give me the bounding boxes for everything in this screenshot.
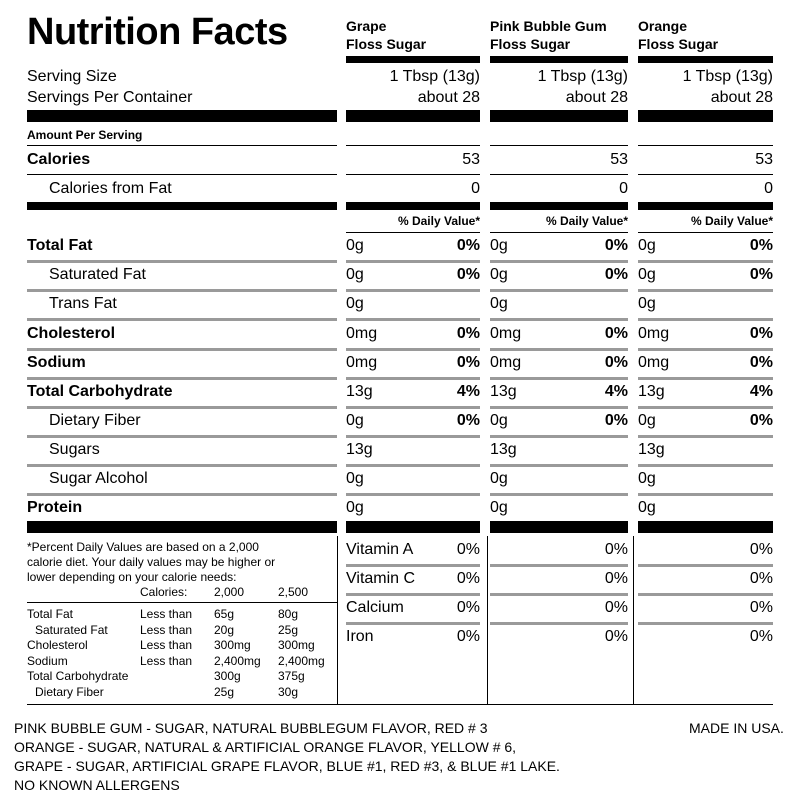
daily-value-header: % Daily Value* bbox=[545, 214, 628, 228]
nutrient-daily-value: 4% bbox=[604, 383, 628, 400]
row-divider bbox=[490, 435, 628, 438]
thick-divider bbox=[490, 56, 628, 63]
row-divider bbox=[346, 622, 480, 625]
row-divider bbox=[27, 318, 337, 321]
divider bbox=[27, 602, 337, 603]
nutrient-amount: 0g bbox=[346, 499, 364, 516]
product-name: Orange bbox=[638, 18, 688, 34]
nutrient-daily-value: 0% bbox=[749, 237, 773, 254]
calories-from-fat-label: Calories from Fat bbox=[49, 180, 172, 197]
servings-value: about 28 bbox=[417, 89, 480, 106]
footnote-row-name: Saturated Fat bbox=[35, 622, 108, 637]
thick-divider bbox=[490, 110, 628, 122]
nutrient-amount: 0g bbox=[346, 412, 364, 429]
thick-divider bbox=[27, 110, 337, 122]
vitamin-value: 0% bbox=[604, 541, 628, 558]
footnote-row-2000: 65g bbox=[214, 607, 235, 621]
row-divider bbox=[346, 348, 480, 351]
footnote-row-name: Cholesterol bbox=[27, 638, 88, 652]
product-name: Floss Sugar bbox=[346, 36, 427, 52]
row-divider bbox=[27, 435, 337, 438]
product-name: Floss Sugar bbox=[638, 36, 719, 52]
nutrient-daily-value: 0% bbox=[749, 266, 773, 283]
bottom-border bbox=[27, 704, 773, 705]
footnote-row-2500: 300mg bbox=[278, 638, 315, 652]
serving-size-label: Serving Size bbox=[27, 68, 117, 85]
vitamin-value: 0% bbox=[749, 570, 773, 587]
row-divider bbox=[638, 622, 773, 625]
row-divider bbox=[638, 406, 773, 409]
thick-divider bbox=[346, 202, 480, 210]
row-divider bbox=[27, 377, 337, 380]
nutrient-daily-value: 0% bbox=[604, 266, 628, 283]
divider bbox=[490, 174, 628, 175]
nutrient-label-fiber: Dietary Fiber bbox=[49, 412, 141, 429]
nutrient-label-protein: Protein bbox=[27, 499, 83, 516]
nutrient-label-sugar-alcohol: Sugar Alcohol bbox=[49, 470, 148, 487]
thick-divider bbox=[638, 110, 773, 122]
divider bbox=[638, 174, 773, 175]
serving-size-value: 1 Tbsp (13g) bbox=[537, 68, 628, 85]
thick-divider bbox=[490, 202, 628, 210]
vitamin-value: 0% bbox=[456, 541, 480, 558]
product-name: Pink Bubble Gum bbox=[490, 18, 607, 34]
ingredients-line: GRAPE - SUGAR, ARTIFICIAL GRAPE FLAVOR, BLUE #1, RED #3, & BLUE #1 LAKE. bbox=[14, 758, 560, 774]
nutrient-amount: 0mg bbox=[490, 354, 522, 371]
divider bbox=[638, 145, 773, 146]
nutrient-amount: 0g bbox=[346, 237, 364, 254]
footnote-row-2000: 300mg bbox=[214, 638, 251, 652]
footnote-row-2000: 300g bbox=[214, 669, 241, 683]
nutrient-label-total-fat: Total Fat bbox=[27, 237, 93, 254]
nutrient-daily-value: 0% bbox=[456, 325, 480, 342]
vitamin-value: 0% bbox=[749, 599, 773, 616]
vitamin-label-vit-c: Vitamin C bbox=[346, 570, 416, 587]
row-divider bbox=[346, 260, 480, 263]
amount-per-serving-label: Amount Per Serving bbox=[27, 128, 143, 142]
column-separator bbox=[337, 536, 338, 704]
page-title: Nutrition Facts bbox=[27, 11, 288, 53]
nutrient-amount: 0g bbox=[490, 295, 508, 312]
nutrient-amount: 13g bbox=[490, 383, 517, 400]
nutrient-amount: 0g bbox=[638, 295, 656, 312]
row-divider bbox=[346, 593, 480, 596]
nutrient-amount: 0g bbox=[490, 499, 508, 516]
thick-divider bbox=[638, 521, 773, 533]
vitamin-value: 0% bbox=[456, 628, 480, 645]
footnote-row-name: Total Fat bbox=[27, 607, 74, 621]
footnote-line: lower depending on your calorie needs: bbox=[27, 570, 237, 584]
row-divider bbox=[346, 435, 480, 438]
nutrient-daily-value: 0% bbox=[749, 325, 773, 342]
row-divider bbox=[490, 348, 628, 351]
nutrient-amount: 0g bbox=[346, 295, 364, 312]
calories-value: 53 bbox=[755, 151, 773, 168]
column-separator bbox=[487, 536, 488, 704]
nutrient-daily-value: 0% bbox=[604, 325, 628, 342]
row-divider bbox=[346, 289, 480, 292]
thick-divider bbox=[27, 521, 337, 533]
footnote-line: calorie diet. Your daily values may be higher or bbox=[27, 555, 276, 569]
footnote-row-name: Sodium bbox=[27, 653, 68, 668]
nutrient-daily-value: 0% bbox=[456, 354, 480, 371]
row-divider bbox=[638, 289, 773, 292]
serving-size-value: 1 Tbsp (13g) bbox=[389, 68, 480, 85]
row-divider bbox=[346, 318, 480, 321]
nutrient-label-carb: Total Carbohydrate bbox=[27, 383, 173, 400]
nutrient-daily-value: 0% bbox=[604, 412, 628, 429]
calories-value: 53 bbox=[462, 151, 480, 168]
divider bbox=[346, 174, 480, 175]
nutrient-amount: 0g bbox=[490, 266, 508, 283]
nutrient-daily-value: 0% bbox=[749, 354, 773, 371]
nutrient-amount: 0g bbox=[346, 470, 364, 487]
footnote-row-2000: 2,400mg bbox=[214, 653, 261, 668]
nutrient-daily-value: 0% bbox=[456, 237, 480, 254]
footnote-calories-label: Calories: bbox=[140, 585, 188, 599]
nutrient-amount: 0g bbox=[638, 237, 656, 254]
ingredients-line: ORANGE - SUGAR, NATURAL & ARTIFICIAL ORANGE FLAVOR, YELLOW # 6, bbox=[14, 739, 517, 755]
row-divider bbox=[27, 348, 337, 351]
row-divider bbox=[27, 464, 337, 467]
column-separator bbox=[633, 536, 634, 704]
vitamin-value: 0% bbox=[749, 628, 773, 645]
nutrient-daily-value: 0% bbox=[456, 266, 480, 283]
vitamin-value: 0% bbox=[456, 599, 480, 616]
row-divider bbox=[346, 406, 480, 409]
vitamin-value: 0% bbox=[749, 541, 773, 558]
vitamin-label-calcium: Calcium bbox=[346, 599, 404, 616]
nutrient-daily-value: 4% bbox=[456, 383, 480, 400]
nutrient-daily-value: 0% bbox=[604, 354, 628, 371]
thick-divider bbox=[346, 56, 480, 63]
nutrient-amount: 0g bbox=[490, 412, 508, 429]
row-divider bbox=[346, 564, 480, 567]
daily-value-header: % Daily Value* bbox=[690, 214, 773, 228]
calories-from-fat-value: 0 bbox=[619, 180, 628, 197]
servings-value: about 28 bbox=[710, 89, 773, 106]
row-divider bbox=[490, 464, 628, 467]
nutrient-amount: 0mg bbox=[638, 354, 670, 371]
nutrient-amount: 0g bbox=[490, 470, 508, 487]
nutrient-amount: 0mg bbox=[638, 325, 670, 342]
nutrient-amount: 0g bbox=[638, 470, 656, 487]
row-divider bbox=[27, 406, 337, 409]
divider bbox=[638, 232, 773, 233]
row-divider bbox=[490, 564, 628, 567]
row-divider bbox=[346, 464, 480, 467]
row-divider bbox=[638, 348, 773, 351]
thick-divider bbox=[346, 110, 480, 122]
servings-per-container-label: Servings Per Container bbox=[27, 89, 193, 106]
footnote-row-2000: 20g bbox=[214, 622, 235, 637]
vitamin-label-vit-a: Vitamin A bbox=[346, 541, 414, 558]
nutrient-amount: 0g bbox=[638, 499, 656, 516]
nutrient-amount: 0mg bbox=[490, 325, 522, 342]
nutrient-daily-value: 0% bbox=[749, 412, 773, 429]
calories-value: 53 bbox=[610, 151, 628, 168]
ingredients-line: NO KNOWN ALLERGENS bbox=[14, 777, 180, 793]
row-divider bbox=[638, 593, 773, 596]
row-divider bbox=[490, 289, 628, 292]
vitamin-value: 0% bbox=[456, 570, 480, 587]
footnote-col-2500: 2,500 bbox=[278, 585, 309, 599]
product-name: Grape bbox=[346, 18, 387, 34]
footnote-row-2500: 375g bbox=[278, 669, 305, 683]
row-divider bbox=[27, 289, 337, 292]
footnote-row-2000: 25g bbox=[214, 684, 235, 699]
divider bbox=[346, 145, 480, 146]
divider bbox=[490, 232, 628, 233]
nutrient-amount: 0mg bbox=[346, 354, 378, 371]
row-divider bbox=[27, 493, 337, 496]
row-divider bbox=[490, 406, 628, 409]
nutrient-amount: 0g bbox=[638, 412, 656, 429]
row-divider bbox=[490, 260, 628, 263]
calories-from-fat-value: 0 bbox=[764, 180, 773, 197]
divider bbox=[27, 174, 337, 175]
footnote-row-condition: Less than bbox=[140, 638, 193, 652]
row-divider bbox=[490, 318, 628, 321]
nutrient-daily-value: 4% bbox=[749, 383, 773, 400]
footnote-line: *Percent Daily Values are based on a 2,000 bbox=[27, 540, 259, 554]
row-divider bbox=[346, 493, 480, 496]
vitamin-value: 0% bbox=[604, 599, 628, 616]
row-divider bbox=[638, 260, 773, 263]
calories-from-fat-value: 0 bbox=[471, 180, 480, 197]
row-divider bbox=[490, 493, 628, 496]
footnote-row-2500: 80g bbox=[278, 607, 299, 621]
ingredients-line: PINK BUBBLE GUM - SUGAR, NATURAL BUBBLEGUM FLAVOR, RED # 3 bbox=[14, 720, 488, 736]
nutrient-amount: 13g bbox=[490, 441, 517, 458]
nutrient-label-sodium: Sodium bbox=[27, 354, 86, 371]
calories-label: Calories bbox=[27, 151, 91, 168]
nutrient-amount: 13g bbox=[346, 383, 373, 400]
footnote-row-2500: 25g bbox=[278, 622, 299, 637]
footnote-row-2500: 30g bbox=[278, 684, 299, 699]
row-divider bbox=[638, 564, 773, 567]
made-in-usa: MADE IN USA. bbox=[689, 720, 784, 736]
nutrient-amount: 13g bbox=[638, 383, 665, 400]
nutrient-amount: 0g bbox=[490, 237, 508, 254]
divider bbox=[27, 145, 337, 146]
vitamin-label-iron: Iron bbox=[346, 628, 374, 645]
footnote-row-condition: Less than bbox=[140, 653, 193, 668]
row-divider bbox=[638, 377, 773, 380]
row-divider bbox=[638, 435, 773, 438]
footnote-row-2500: 2,400mg bbox=[278, 653, 325, 668]
row-divider bbox=[490, 593, 628, 596]
divider bbox=[346, 232, 480, 233]
row-divider bbox=[27, 260, 337, 263]
row-divider bbox=[490, 622, 628, 625]
footnote-row-name: Total Carbohydrate bbox=[27, 669, 129, 683]
servings-value: about 28 bbox=[565, 89, 628, 106]
thick-divider bbox=[638, 202, 773, 210]
nutrient-amount: 0g bbox=[346, 266, 364, 283]
nutrient-daily-value: 0% bbox=[456, 412, 480, 429]
nutrient-label-cholesterol: Cholesterol bbox=[27, 325, 116, 342]
nutrient-label-sugars: Sugars bbox=[49, 441, 100, 458]
row-divider bbox=[638, 464, 773, 467]
nutrient-amount: 13g bbox=[346, 441, 373, 458]
product-name: Floss Sugar bbox=[490, 36, 571, 52]
vitamin-value: 0% bbox=[604, 570, 628, 587]
nutrient-amount: 0g bbox=[638, 266, 656, 283]
row-divider bbox=[490, 377, 628, 380]
nutrient-amount: 0mg bbox=[346, 325, 378, 342]
nutrient-daily-value: 0% bbox=[604, 237, 628, 254]
thick-divider bbox=[490, 521, 628, 533]
nutrient-label-sat-fat: Saturated Fat bbox=[49, 266, 146, 283]
thick-divider bbox=[638, 56, 773, 63]
footnote-row-name: Dietary Fiber bbox=[35, 684, 104, 699]
row-divider bbox=[638, 493, 773, 496]
footnote-row-condition: Less than bbox=[140, 622, 193, 637]
row-divider bbox=[346, 377, 480, 380]
nutrient-amount: 13g bbox=[638, 441, 665, 458]
footnote-col-2000: 2,000 bbox=[214, 585, 245, 599]
thick-divider bbox=[27, 202, 337, 210]
footnote-row-condition: Less than bbox=[140, 607, 193, 621]
thick-divider bbox=[346, 521, 480, 533]
row-divider bbox=[638, 318, 773, 321]
daily-value-header: % Daily Value* bbox=[397, 214, 480, 228]
serving-size-value: 1 Tbsp (13g) bbox=[682, 68, 773, 85]
divider bbox=[490, 145, 628, 146]
vitamin-value: 0% bbox=[604, 628, 628, 645]
nutrient-label-trans-fat: Trans Fat bbox=[49, 295, 117, 312]
